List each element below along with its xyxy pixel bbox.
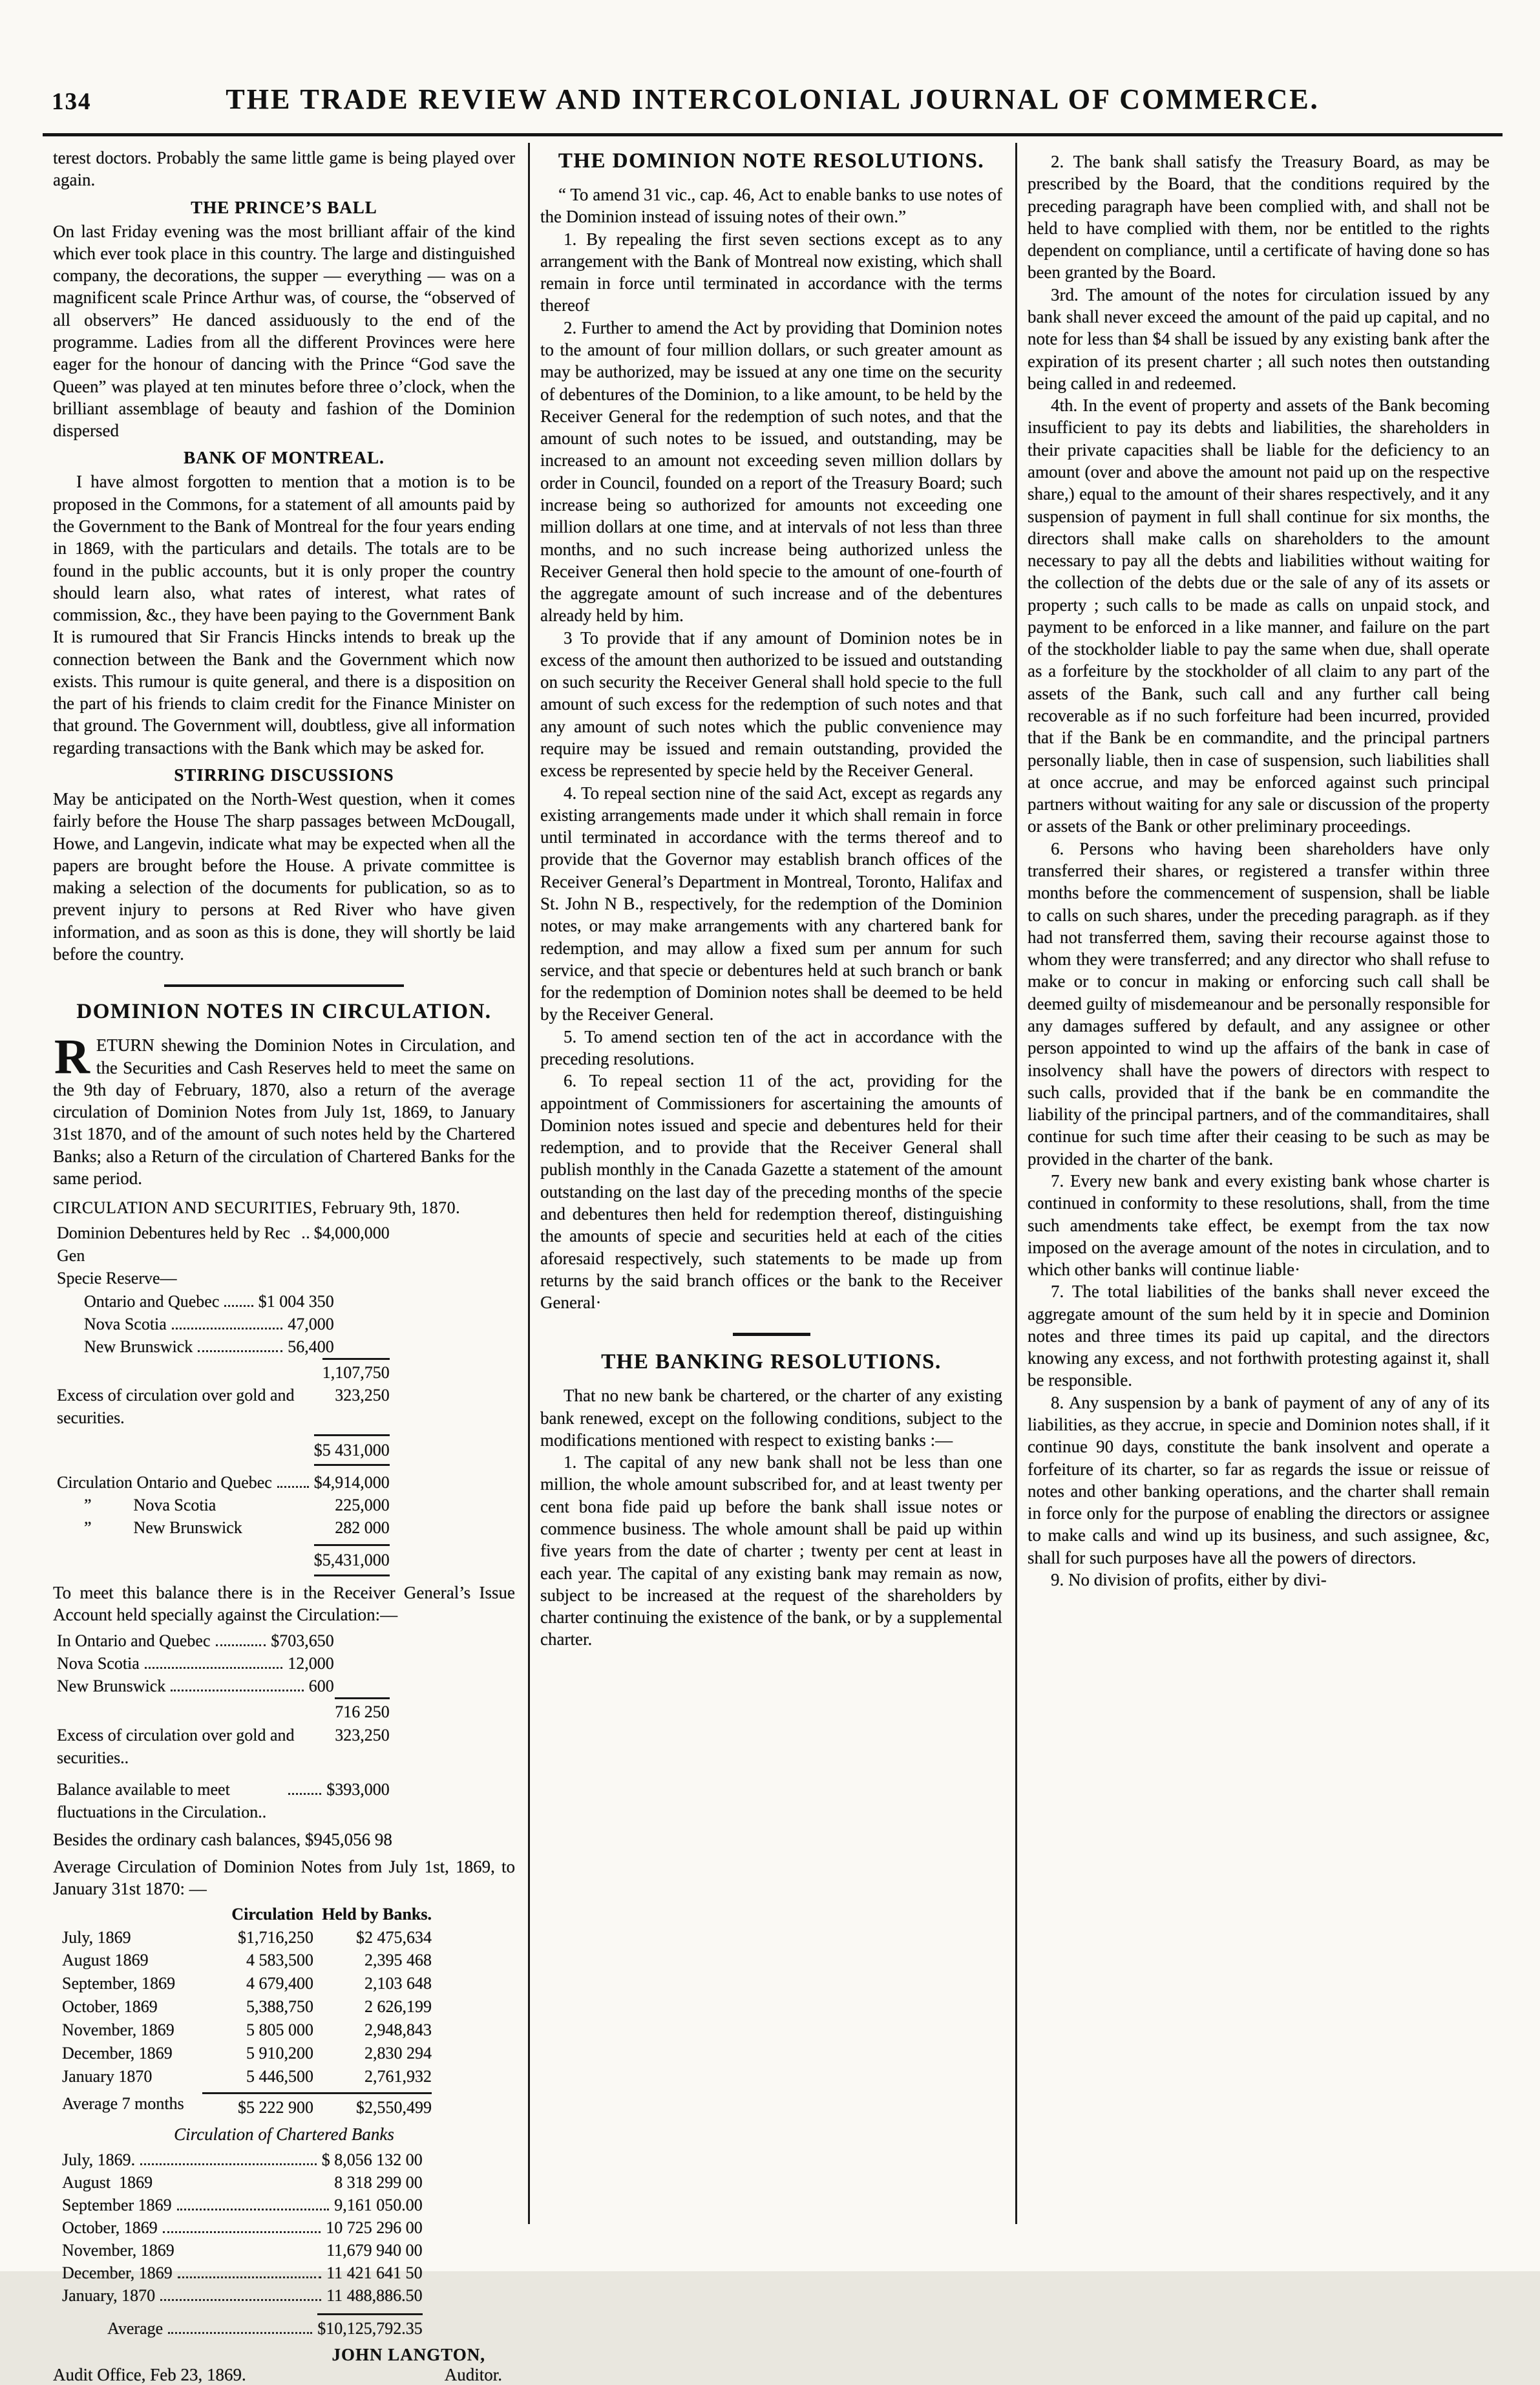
- row-label: New Brunswick: [84, 1337, 193, 1356]
- row-amount: $393,000: [326, 1779, 390, 1799]
- return-intro-text: ETURN shewing the Dominion Notes in Circulation, and the Securities and Cash Reserves held to meet the same on the 9th day of February, 1870, also a return of the average circulation of Dominion Notes from July 1st, 1869, to January 31st 1870, and of the amount of such notes held by the Chartered Banks; also a Return of the circulation of Chartered Banks for the same period.: [53, 1035, 515, 1188]
- banking-item-7b: 7. The total liabilities of the banks shall never exceed the aggregate amount of the sum held by it in specie and Dominion notes and three times its paid up capital, and the directors knowing any excess, and not forthwith protesting against it, shall be responsible.: [1028, 1282, 1490, 1390]
- section-heading-princes-ball: THE PRINCE’S BALL: [191, 197, 377, 217]
- held-cell: 2,830 294: [364, 2043, 432, 2062]
- subtotal-row: [57, 1697, 390, 1723]
- table-row: [62, 2194, 423, 2216]
- continuation-paragraph: terest doctors. Probably the same little game is being played over again.: [53, 148, 515, 190]
- table-row: [57, 1471, 390, 1494]
- amount-cell: 10 725 296 00: [326, 2218, 423, 2237]
- dot-leader: [198, 1350, 282, 1352]
- circulation-cell: 5 910,200: [246, 2043, 313, 2062]
- row-label: New Brunswick: [57, 1677, 166, 1696]
- month-cell: July, 1869.: [62, 2150, 136, 2169]
- table-row: [57, 1516, 390, 1539]
- article-heading-dominion-notes: DOMINION NOTES IN CIRCULATION.: [76, 1000, 492, 1024]
- paragraph-quote: “ To amend 31 vic., cap. 46, Act to enable banks to use notes of the Dominion instead of issuing notes of their own.”: [540, 185, 1002, 227]
- table-caption-circulation-securities: CIRCULATION AND SECURITIES, February 9th, 1870.: [53, 1198, 461, 1218]
- circulation-cell: 5 446,500: [246, 2066, 313, 2086]
- dot-leader: [177, 2209, 330, 2210]
- banking-item-9-partial: 9. No division of profits, either by divi-: [1051, 1570, 1327, 1589]
- amount-cell: 11,679 940 00: [326, 2240, 423, 2260]
- average-circulation: $5 222 900: [202, 2092, 313, 2119]
- held-cell: 2,103 648: [364, 1974, 432, 1993]
- resolution-item-6: 6. To repeal section 11 of the act, providing for the appointment of Commissioners for ascertaining the amounts of Dominion notes issued and specie and debentures held for their redemption, and to provide that the Receiver General shall publish monthly in the Canada Gazette a statement of the amount outstanding on the last day of the preceding months of the specie and debentures then held for redemption thereof, distinguishing the amounts of specie and securities held at each of the cities aforesaid respectively, such statements to be made up from returns by the said branch offices or the bank to the Receiver General·: [540, 1071, 1002, 1313]
- row-amount: $1 004 350: [258, 1291, 334, 1311]
- column-header-circulation: Circulation: [231, 1904, 313, 1924]
- resolution-item-4: 4. To repeal section nine of the said Act, except as regards any existing arrangements made under it which shall remain in force until terminated in accordance with the terms thereof and to provide that the Governor may establish branch offices of the Receiver General’s Department in Montreal, Toronto, Halifax and St. John N B., respectively, for the redemption of the Dominion notes, or may make arrangements with any chartered bank for redemption, and may allow a fixed sum per annum for such service, and that specie or debentures held at such branch or bank for the redemption of Dominion notes shall be deemed to be held by the Receiver General.: [540, 783, 1002, 1024]
- table-row: [62, 2284, 423, 2307]
- average-row: [62, 2313, 423, 2340]
- column-2: [528, 143, 1017, 2224]
- table-header-row: [62, 1903, 432, 1926]
- table-row: [57, 1335, 390, 1358]
- balance-row: [57, 1778, 390, 1823]
- month-cell: November, 1869: [62, 2240, 174, 2260]
- table-row: [62, 2065, 432, 2088]
- row-label: Balance available to meet fluctuations in the Circulation..: [57, 1779, 267, 1821]
- table-row: [62, 2216, 423, 2239]
- month-cell: January, 1870: [62, 2286, 156, 2306]
- paragraph-issue-account: To meet this balance there is in the Receiver General’s Issue Account held specially against the Circulation:—: [53, 1582, 515, 1624]
- dot-leader: [277, 1486, 309, 1488]
- dot-leader: [145, 1667, 282, 1669]
- table-row: [62, 1926, 432, 1949]
- banking-item-8: 8. Any suspension by a bank of payment of any of any of its liabilities, as they accrue, in specie and Dominion notes shall, if it continue 90 days, constitute the bank insolvent and operate a forfeiture of its charter, so far as regards the issue or reissue of notes and other banking operations, and the charter shall remain in force only for the purpose of enabling the directors or assignee to make calls and wind up its business, and such assignee, &c, shall for such purposes have all the powers of directors.: [1028, 1392, 1490, 1567]
- row-amount: 47,000: [288, 1314, 334, 1333]
- row-label: Circulation Ontario and Quebec: [57, 1473, 272, 1492]
- row-label: Excess of circulation over gold and securities.: [57, 1385, 299, 1427]
- signature-block: [53, 2345, 515, 2385]
- columns: [43, 143, 1503, 2385]
- article-divider: [733, 1333, 810, 1336]
- drop-cap: R: [54, 1030, 90, 1085]
- row-amount: 600: [308, 1677, 334, 1696]
- paragraph-besides: Besides the ordinary cash balances, $945,056 98: [53, 1829, 392, 1849]
- dot-leader: [160, 2299, 321, 2301]
- table-row: [57, 1267, 390, 1289]
- table-row: [57, 1384, 390, 1429]
- amount-cell: $ 8,056 132 00: [321, 2150, 423, 2169]
- circulation-cell: 5 805 000: [246, 2020, 313, 2040]
- header-rule: [43, 133, 1503, 136]
- table-row: [62, 2171, 423, 2194]
- column-header-held-by-banks: Held by Banks.: [322, 1904, 432, 1924]
- dot-leader: [216, 1644, 266, 1646]
- month-cell: July, 1869: [62, 1927, 131, 1947]
- table-row: [57, 1494, 390, 1516]
- signature-title: Auditor.: [444, 2365, 502, 2385]
- page-number: 134: [52, 89, 92, 115]
- circulation-cell: $1,716,250: [237, 1927, 313, 1947]
- dot-leader: [178, 2276, 321, 2278]
- table-row: [62, 1972, 432, 1995]
- month-cell: August 1869: [62, 1951, 149, 1970]
- article-heading-banking-resolutions: THE BANKING RESOLUTIONS.: [601, 1350, 942, 1374]
- held-cell: 2,761,932: [364, 2066, 432, 2086]
- resolution-item-1: 1. By repealing the first seven sections except as to any arrangement with the Bank of Montreal now existing, which shall remain in force until terminated in accordance with the terms thereof: [540, 229, 1002, 315]
- row-amount: 323,250: [335, 1725, 390, 1744]
- masthead: [43, 83, 1503, 124]
- row-amount: 56,400: [288, 1337, 334, 1356]
- month-cell: January 1870: [62, 2066, 153, 2086]
- signature-name: JOHN LANGTON,: [332, 2345, 485, 2365]
- table-row: [57, 1222, 390, 1267]
- average-circulation-table: [62, 1903, 432, 2119]
- section-heading-bank-of-montreal: BANK OF MONTREAL.: [184, 448, 385, 468]
- held-cell: 2,948,843: [364, 2020, 432, 2040]
- month-cell: October, 1869: [62, 2218, 158, 2237]
- table-row: [62, 1949, 432, 1972]
- paragraph-banking-intro: That no new bank be chartered, or the charter of any existing bank renewed, except on the following conditions, subject to the modifications mentioned with respect to existing banks :—: [540, 1386, 1002, 1450]
- dot-leader: [171, 1690, 304, 1691]
- row-label: In Ontario and Quebec: [57, 1631, 211, 1651]
- paragraph-return-intro: [53, 1030, 515, 1189]
- resolution-item-2: 2. Further to amend the Act by providing that Dominion notes to the amount of four million dollars, or such greater amount as may be authorized, may be issued at any one time on the security of debentures of the Dominion, to a like amount, to be held by the Receiver General for the redemption of such notes, and that the amount of such notes to be issued, and outstanding, may be increased to an amount not exceeding seven million dollars by order in Council, founded on a report of the Treasury Board; such increase being so authorized for amounts not exceeding one million dollars at one time, and at intervals of not less than three months, and no such increase being authorized unless the Receiver General then hold specie to the amount of one-fourth of the aggregate amount of such increase and of the debentures already held by him.: [540, 317, 1002, 626]
- paragraph-average-intro: Average Circulation of Dominion Notes from July 1st, 1869, to January 31st 1870: —: [53, 1857, 515, 1899]
- signature-line: [53, 2365, 515, 2385]
- row-label: Excess of circulation over gold and securities..: [57, 1725, 299, 1767]
- table-row: [62, 2262, 423, 2284]
- average-label: Average: [107, 2319, 163, 2338]
- month-cell: December, 1869: [62, 2043, 173, 2062]
- table-row: [62, 1995, 432, 2019]
- subtotal-amount: 716 250: [335, 1697, 390, 1723]
- row-label: ” Nova Scotia: [84, 1496, 216, 1515]
- month-cell: September 1869: [62, 2195, 172, 2214]
- amount-cell: 8 318 299 00: [334, 2172, 423, 2192]
- subtotal-amount: 1,107,750: [322, 1358, 390, 1384]
- dot-leader: [288, 1793, 321, 1795]
- banking-item-7a: 7. Every new bank and every existing bank whose charter is continued in conformity to these resolutions, shall, from the time such amendments take effect, be exempt from the tax now imposed on the average amount of the notes in circulation, and to which other banks will continue liable·: [1028, 1171, 1490, 1280]
- chartered-banks-table: [62, 2148, 423, 2340]
- row-label: Specie Reserve—: [57, 1269, 177, 1288]
- total-amount: $5 431,000: [314, 1434, 390, 1466]
- paragraph-princes-ball: On last Friday evening was the most brilliant affair of the kind which ever took place in this country. The large and distinguished company, the decorations, the supper — everything — was on a magnificent scale Prince Arthur was, of course, the “observed of all observers” He danced assiduously to the end of the programme. Ladies from all the different Provinces were here eager for the honour of dancing with the Prince “God save the Queen” was played at ten minutes before three o’clock, when the brilliant assemblage of beauty and fashion of the Dominion dispersed: [53, 221, 515, 441]
- month-cell: August 1869: [62, 2172, 153, 2192]
- dot-leader: [140, 2163, 317, 2165]
- table-row: [57, 1629, 390, 1652]
- average-amount: $10,125,792.35: [317, 2313, 423, 2340]
- row-amount: 12,000: [288, 1654, 334, 1673]
- paragraph-bank-of-montreal: I have almost forgotten to mention that a motion is to be proposed in the Commons, for a statement of all amounts paid by the Government to the Bank of Montreal for the four years ending in 1869, with the particulars and details. The totals are to be found in the public accounts, but it is only proper the country should learn also, what rates of interest, what rates of commission, &c., they have been paying to the Government Bank It is rumoured that Sir Francis Hincks intends to break up the connection between the Bank and the Government which now exists. This rumour is quite general, and there is a disposition on the part of his friends to claim credit for the Finance Minister on that ground. The Government will, doubtless, give all information regarding transactions with the Bank which may be asked for.: [53, 472, 515, 758]
- dot-leader: [168, 2332, 312, 2334]
- table-row: [62, 2239, 423, 2262]
- amount-cell: 9,161 050.00: [334, 2195, 423, 2214]
- column-3: [1017, 143, 1503, 2224]
- row-label: Nova Scotia: [57, 1654, 140, 1673]
- table-row: [57, 1724, 390, 1769]
- paragraph-stirring-discussions: May be anticipated on the North-West question, when it comes fairly before the House The sharp passages between McDougall, Howe, and Langevin, indicate what may be expected when all the papers are brought before the House. A private committee is making a selection of the documents for publication, so as to prevent injury to persons at Red River who have given information, and as soon as this is done, they will shortly be laid before the country.: [53, 789, 515, 964]
- amount-cell: 11 488,886.50: [326, 2286, 423, 2306]
- column-1: [43, 143, 528, 2385]
- banking-item-1: 1. The capital of any new bank shall not be less than one million, the whole amount subscribed for, and at least twenty per cent bona fide paid up before the bank shall issue notes or commence business. The whole amount shall be paid up within five years from the date of charter ; twenty per cent at least in each year. The capital of any existing bank may remain as now, subject to be increased at the request of the shareholders by charter continuing the existence of the bank, or by a supplemental charter.: [540, 1452, 1002, 1649]
- spacer: [62, 1903, 202, 1926]
- row-label: Nova Scotia: [84, 1314, 167, 1333]
- month-cell: November, 1869: [62, 2020, 174, 2040]
- banking-item-3: 3rd. The amount of the notes for circulation issued by any bank shall never exceed the amount of the paid up capital, and no note for less than $4 shall be issued by any existing bank after the expiration of its present charter ; all such notes then outstanding being called in and redeemed.: [1028, 284, 1490, 393]
- month-cell: October, 1869: [62, 1997, 158, 2017]
- resolution-item-3: 3 To provide that if any amount of Dominion notes be in excess of the amount then authorized to be issued and outstanding on such security the Receiver General shall hold specie to the full amount of such excess for the redemption of such notes and that any amount of such notes which the public convenience may require may be issued and remain outstanding, provided the excess be represented by specie held by the Receiver General.: [540, 628, 1002, 781]
- subtotal-row: [57, 1358, 390, 1384]
- circulation-cell: 4 679,400: [246, 1974, 313, 1993]
- banking-item-6: 6. Persons who having been shareholders have only transferred their shares, or registered a transfer within three months before the commencement of suspension, shall be liable to calls on such shares, under the preceding paragraph. as if they had not transferred them, saving their recourse against those to whom they were transferred; and any director who shall refuse to make or to concur in making or enforcing such call shall be deemed guilty of misdemeanour and be personally responsible for any damages suffered by default, and any assignee or other person appointed to wind up the affairs of the bank in case of insolvency shall have the powers of directors with respect to such calls, provided that if the bank be en commandite the liability of the principal partners, and of the commanditaires, shall continue for such time after their ceasing to be such as may be provided in the charter of the bank.: [1028, 838, 1490, 1169]
- row-label: Ontario and Quebec: [84, 1291, 220, 1311]
- row-amount: 282 000: [335, 1518, 390, 1538]
- row-amount: $4,000,000: [313, 1224, 390, 1243]
- row-amount: 225,000: [335, 1496, 390, 1515]
- total-row: [57, 1434, 390, 1466]
- table-row: [62, 2042, 432, 2065]
- table-row: [57, 1652, 390, 1675]
- article-divider: [164, 984, 405, 987]
- table-row: [57, 1290, 390, 1313]
- banking-item-4: 4th. In the event of property and assets of the Bank becoming insufficient to pay its debts and liabilities, the shareholders in their private capacities shall be liable for the deficiency to an amount (over and above the amount not paid up on the respective share,) equal to the amount of their shares respectively, and it any suspension of payment in full shall continue for six months, the directors shall make calls on shareholders to the amount necessary to pay all the debts and liabilities without waiting for the collection of the debts due or the sale of any of its assets or property ; such calls to be made as calls on unpaid stock, and payment to be enforced in a like manner, and failure on the part of the stockholder liable to pay the same when due, shall operate as a forfeiture by the stockholder of all claim to any part of the assets of the Bank, such call and any further call being recoverable as if no such forfeiture had been incurred, provided that if the Bank be en commandite, and the principal partners personally liable, then in case of suspension, such liabilities shall at once accrue, and may be enforced against such principal partners without waiting for any sale or discussion of the property or assets of the Bank or other preliminary proceedings.: [1028, 396, 1490, 836]
- circulation-cell: 4 583,500: [246, 1951, 313, 1970]
- held-cell: 2 626,199: [364, 1997, 432, 2017]
- table-row: [62, 2019, 432, 2042]
- total-amount: $5,431,000: [314, 1544, 390, 1576]
- dot-leader: [224, 1305, 253, 1307]
- table-row: [57, 1675, 390, 1697]
- average-row: [62, 2092, 432, 2119]
- row-amount: 323,250: [335, 1385, 390, 1404]
- article-heading-dominion-note-resolutions: THE DOMINION NOTE RESOLUTIONS.: [558, 149, 985, 173]
- amount-cell: 11 421 641 50: [326, 2263, 423, 2283]
- month-cell: December, 1869: [62, 2263, 173, 2283]
- row-label: ” New Brunswick: [84, 1518, 242, 1538]
- signature-office: Audit Office, Feb 23, 1869.: [53, 2365, 246, 2385]
- issue-account-table: [57, 1629, 390, 1823]
- securities-table: [57, 1222, 390, 1576]
- circulation-cell: 5,388,750: [246, 1997, 313, 2017]
- average-held: $2,550,499: [313, 2092, 432, 2119]
- page-title: THE TRADE REVIEW AND INTERCOLONIAL JOURNAL OF COMMERCE.: [226, 83, 1320, 115]
- dot-leader: [172, 1328, 282, 1330]
- row-label: Dominion Debentures held by Rec Gen: [57, 1224, 299, 1266]
- banking-item-2: 2. The bank shall satisfy the Treasury Board, as may be prescribed by the Board, that the conditions required by the preceding paragraph have been complied with, and shall not be held to have complied with them, nor be entitled to the rights dependent on compliance, until a certificate of having done so has been granted by the Board.: [1028, 152, 1490, 282]
- total-row: [57, 1544, 390, 1576]
- section-heading-stirring-discussions: STIRRING DISCUSSIONS: [174, 765, 394, 785]
- resolution-item-5: 5. To amend section ten of the act in accordance with the preceding resolutions.: [540, 1026, 1002, 1068]
- table-row: [62, 2148, 423, 2171]
- row-amount: $703,650: [271, 1631, 334, 1651]
- table-row: [57, 1313, 390, 1335]
- chartered-banks-caption: Circulation of Chartered Banks: [174, 2124, 394, 2144]
- average-label: Average 7 months: [62, 2094, 184, 2113]
- dot-leader: [163, 2231, 321, 2233]
- month-cell: September, 1869: [62, 1974, 176, 1993]
- held-cell: $2 475,634: [356, 1927, 432, 1947]
- held-cell: 2,395 468: [364, 1951, 432, 1970]
- dot-leader: [302, 1236, 309, 1238]
- row-amount: $4,914,000: [313, 1473, 390, 1492]
